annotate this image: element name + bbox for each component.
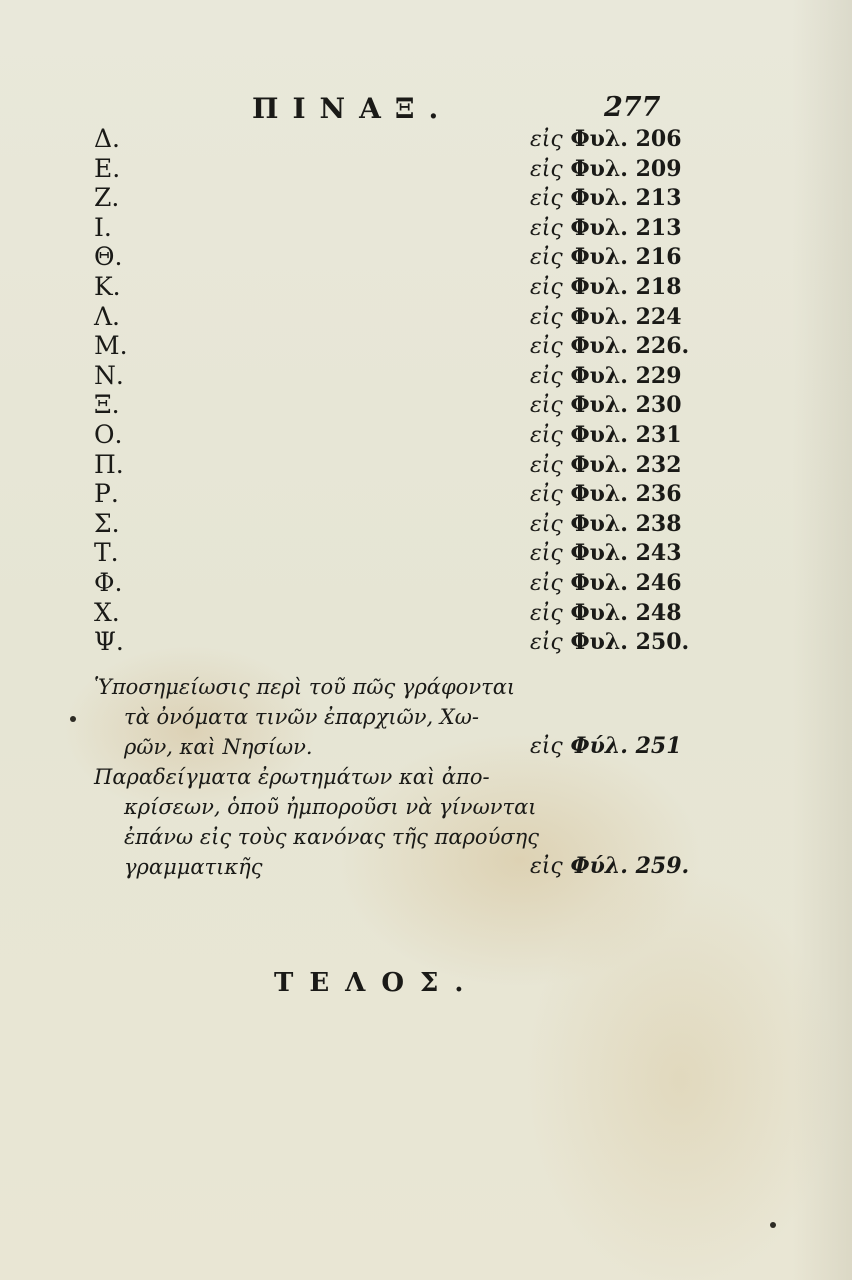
index-letter: Ε. [94,153,121,183]
entry-line: ἐπάνω εἰς τοὺς κανόνας τῆς παρούσης [124,825,540,849]
index-letter: Μ. [94,331,128,361]
entry-line: ρῶν, καὶ Νησίων. [124,735,313,759]
index-letter: Χ. [94,597,120,627]
page-reference: εἰς Φυλ. 248 [530,599,682,626]
page-reference: εἰς Φυλ. 209 [530,155,682,182]
index-row [94,302,714,332]
index-row [94,154,714,184]
index-row [94,124,714,154]
page-reference: εἰς Φυλ. 238 [530,510,682,537]
index-row [94,420,714,450]
index-letter: Κ. [94,271,121,301]
entry-line: Παραδείγματα ἐρωτημάτων καὶ ἀπο- [94,765,490,789]
index-row [94,450,714,480]
index-entry-examples [94,762,714,882]
index-letter: Ζ. [94,183,120,213]
page-title: ΠΙΝΑΞ. [252,92,453,125]
ink-spot [70,716,76,722]
index-row [94,272,714,302]
index-letter: Φ. [94,567,123,597]
index-letter: Ι. [94,212,112,242]
page-reference: εἰς Φυλ. 236 [530,481,682,508]
index-row [94,183,714,213]
index-entry-note [94,672,714,762]
page-number: 277 [604,92,661,123]
index-letter: Σ. [94,508,120,538]
index-letter: Θ. [94,242,123,272]
index-row [94,242,714,272]
page-reference: εἰς Φυλ. 231 [530,421,682,448]
index-list [94,124,714,657]
page-reference: εἰς Φύλ. 251 [530,733,682,759]
index-letter: Δ. [94,124,121,153]
index-letter: Ψ. [94,627,124,657]
index-row [94,538,714,568]
ink-spot [770,1222,776,1228]
entry-line: γραμματικῆς [124,855,263,879]
page-reference: εἰς Φυλ. 213 [530,214,682,241]
entry-line: τὰ ὀνόματα τινῶν ἐπαρχιῶν, Χω- [124,705,479,729]
entry-line: κρίσεων, ὁποῦ ἠμποροῦσι νὰ γίνωνται [124,795,537,819]
index-row [94,331,714,361]
page-reference: εἰς Φυλ. 232 [530,451,682,478]
page-reference: εἰς Φυλ. 243 [530,540,682,567]
index-letter: Π. [94,449,124,479]
index-row [94,213,714,243]
index-row [94,598,714,628]
page-reference: εἰς Φυλ. 229 [530,362,682,389]
page-reference: εἰς Φυλ. 226. [530,333,690,360]
index-letter: Ρ. [94,479,119,509]
index-letter: Τ. [94,538,119,568]
page-reference: εἰς Φυλ. 246 [530,569,682,596]
index-letter: Λ. [94,301,121,331]
entry-line: Ὑποσημείωσις περὶ τοῦ πῶς γράφονται [94,675,516,699]
index-row [94,390,714,420]
index-letter: Ξ. [94,390,120,420]
page-reference: εἰς Φύλ. 259. [530,853,690,879]
page-reference: εἰς Φυλ. 230 [530,392,682,419]
closing-word: ΤΕΛΟΣ. [274,968,480,998]
page-reference: εἰς Φυλ. 216 [530,244,682,271]
page-reference: εἰς Φυλ. 218 [530,273,682,300]
index-row [94,361,714,391]
page-reference: εἰς Φυλ. 213 [530,185,682,212]
index-letter: Ο. [94,419,123,449]
index-letter: Ν. [94,360,124,390]
page-reference: εἰς Φυλ. 206 [530,126,682,152]
page-reference: εἰς Φυλ. 224 [530,303,682,330]
index-row [94,568,714,598]
index-row [94,479,714,509]
page-edge-shadow [792,0,852,1280]
page-reference: εἰς Φυλ. 250. [530,629,690,656]
index-row [94,627,714,657]
index-row [94,509,714,539]
